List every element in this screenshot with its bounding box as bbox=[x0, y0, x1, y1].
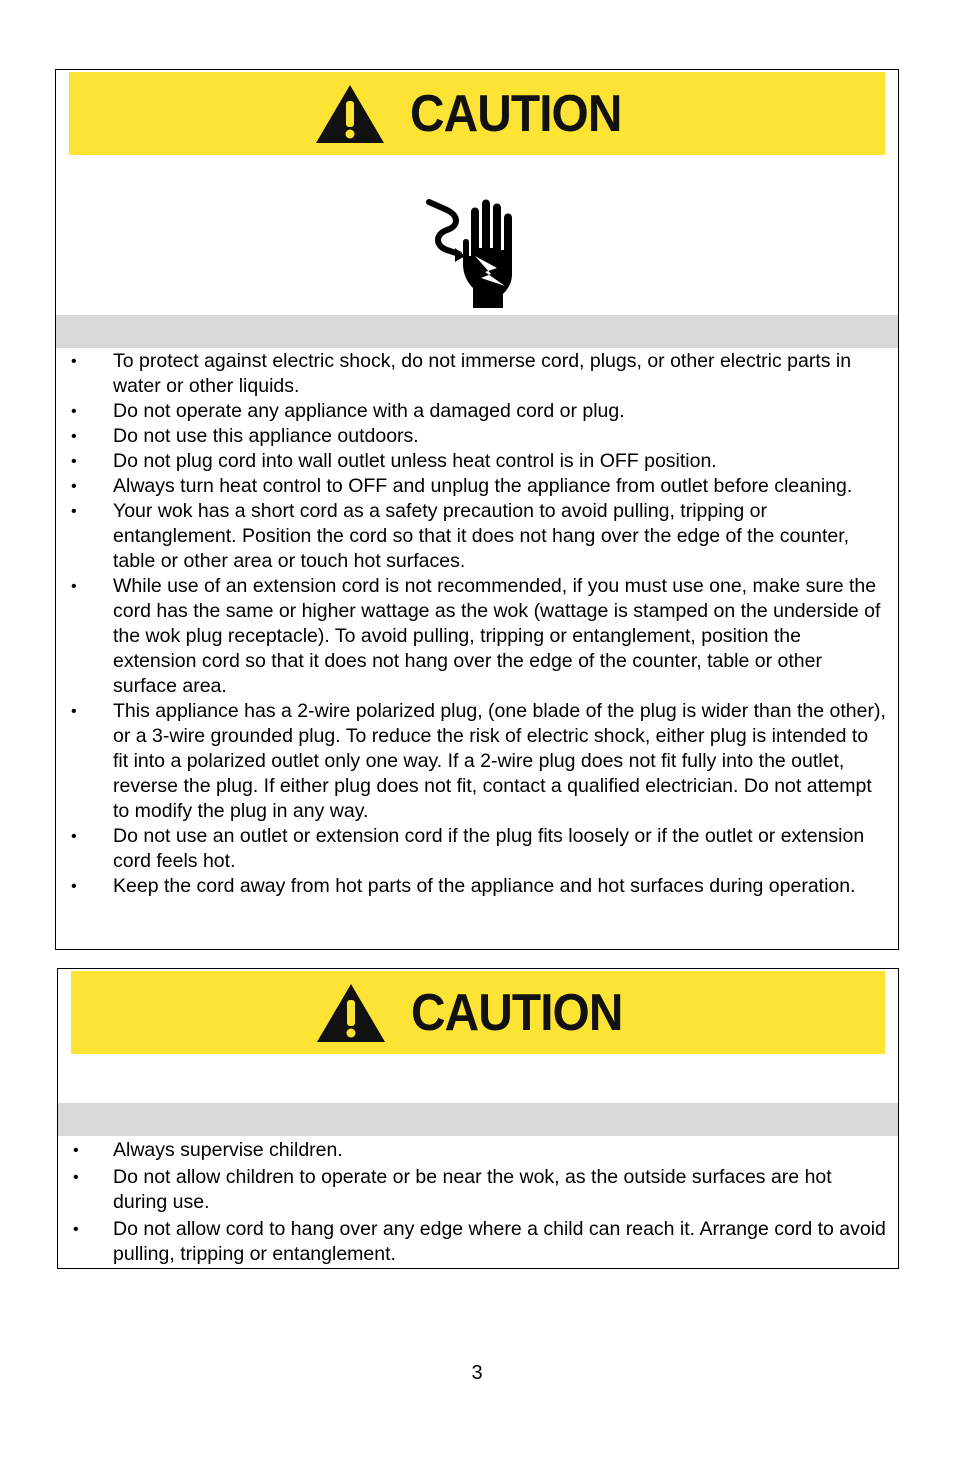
electrical-safety-list bbox=[56, 349, 898, 899]
list-item: • While use of an extension cord is not recommended, if you must use one, make sure the cord has the same or higher wattage as the wok (wattage is stamped on the underside of the wok plug receptacle). To avoid pulling, tripping or entanglement, position the extension cord so that it does not hang over the edge of the counter, table or other surface area. bbox=[71, 575, 881, 697]
list-item: • Do not plug cord into wall outlet unless heat control is in OFF position. bbox=[71, 450, 717, 472]
list-item: • Keep the cord away from hot parts of the appliance and hot surfaces during operation. bbox=[71, 875, 856, 897]
electric-shock-hand-icon bbox=[425, 196, 525, 311]
list-item: • Do not operate any appliance with a damaged cord or plug. bbox=[71, 400, 625, 422]
list-item: • Always turn heat control to OFF and unplug the appliance from outlet before cleaning. bbox=[71, 475, 853, 497]
list-item: • Do not allow children to operate or be near the wok, as the outside surfaces are hot during use. bbox=[73, 1166, 832, 1213]
warning-triangle-icon bbox=[314, 83, 386, 145]
list-item: • To protect against electric shock, do not immerse cord, plugs, or other electric parts in water or other liquids. bbox=[71, 350, 852, 397]
list-item: • Your wok has a short cord as a safety precaution to avoid pulling, tripping or entanglement. Position the cord so that it does not hang over the edge of the counter, table or other area or touch hot surfaces. bbox=[71, 500, 850, 572]
list-item: • Do not use an outlet or extension cord if the plug fits loosely or if the outlet or extension cord feels hot. bbox=[71, 825, 865, 872]
caution-label: CAUTION bbox=[411, 983, 623, 1042]
list-item: • This appliance has a 2-wire polarized plug, (one blade of the plug is wider than the other), or a 3-wire grounded plug. To reduce the risk of electric shock, either plug is intended to fit into a polarized outlet only one way. If a 2-wire plug does not fit fully into the outlet, reverse the plug. If either plug does not fit, contact a qualified electrician. Do not attempt to modify the plug in any way. bbox=[71, 700, 886, 822]
list-item: • Do not use this appliance outdoors. bbox=[71, 425, 419, 447]
caution-label: CAUTION bbox=[410, 84, 622, 143]
page-number: 3 bbox=[471, 1362, 483, 1384]
section-divider-bar bbox=[56, 315, 898, 348]
list-item: • Do not allow cord to hang over any edge where a child can reach it. Arrange cord to avoid pulling, tripping or entanglement. bbox=[73, 1218, 886, 1265]
section-divider-bar bbox=[58, 1103, 898, 1136]
caution-box-children bbox=[57, 968, 899, 1269]
child-safety-list bbox=[58, 1138, 898, 1269]
caution-banner bbox=[69, 72, 885, 155]
caution-box-electrical bbox=[55, 69, 899, 950]
warning-triangle-icon bbox=[315, 982, 387, 1044]
caution-banner bbox=[71, 971, 885, 1054]
list-item: • Always supervise children. bbox=[73, 1139, 343, 1161]
